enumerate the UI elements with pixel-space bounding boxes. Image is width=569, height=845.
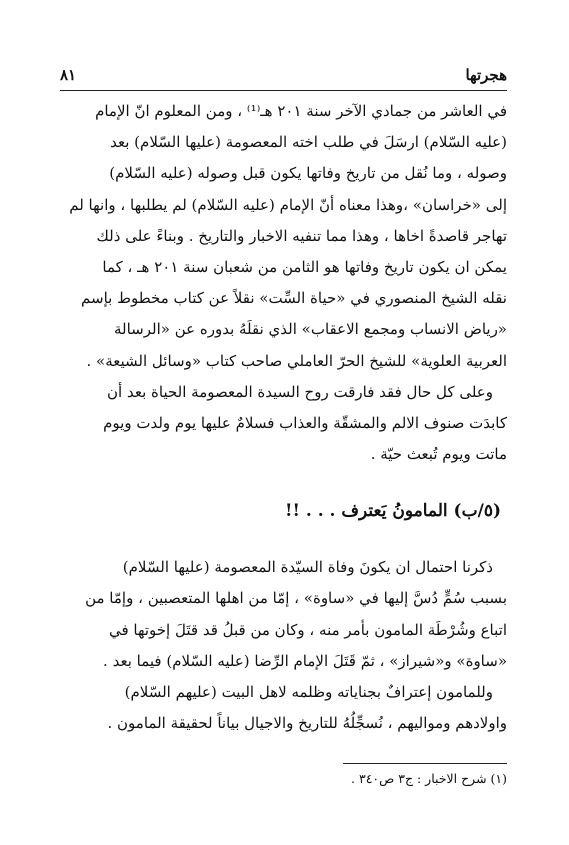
text-line: كابدَت صنوف الالم والمشقّة والعذاب فسلامٌ عليها يوم ولدت ويوم — [103, 413, 507, 432]
text-line: ماتت ويوم تُبعث حيّة . — [370, 445, 507, 464]
paragraph-3 — [60, 552, 507, 677]
text-line: في العاشر من جمادي الآخر سنة ٢٠١ هـ⁽¹⁾ ، ومن المعلوم انّ الإمام — [95, 102, 507, 120]
running-header — [60, 66, 507, 91]
text-line: «ساوة» و«شيراز» ، ثمّ قَتَلَ الإمام الرِّضا (عليه السّلام) فيما بعد . — [103, 651, 507, 670]
text-line: «رياض الانساب ومجمع الاعقاب» الذي نقلَهُ بدوره عن «الرسالة — [114, 320, 507, 339]
text-line: وعلى كل حال فقد فارقت روح السيدة المعصومة الحياة بعد أن — [107, 382, 493, 401]
chapter-title: هجرتها — [465, 66, 507, 84]
page-body — [60, 96, 507, 739]
footnote: (١) شرح الاخبار : ج٣ ص٣٤٠ . — [351, 771, 507, 786]
text-line: (عليه السّلام) ارسَلَ في طلب اخته المعصومة (عليها السّلام) بعد — [110, 133, 507, 152]
text-line: واولادهم ومواليهم ، نُسجِّلُهُ للتاريخ والاجيال بياناً لحقيقة المامون . — [107, 714, 507, 733]
text-line: اتباع وشُرْطَة المامون بأمر منه ، وكان من قبلُ قد قتَلَ إخوتها في — [108, 620, 507, 639]
text-line: ذكرنا احتمال ان يكونَ وفاة السيّدة المعصومة (عليها السّلام) — [122, 558, 493, 577]
paragraph-4 — [60, 677, 507, 739]
text-line: يمكن ان يكون تاريخ وفاتها هو الثامن من شعبان سنة ٢٠١ هـ ، كما — [102, 257, 507, 276]
text-line: إلى «خراسان» ،وهذا معناه أنّ الإمام (عليه السّلام) لم يطلبها ، وانها لم — [69, 195, 507, 214]
page-number: ٨١ — [60, 66, 77, 84]
text-line: وصوله ، وما نُقل من تاريخ وفاتها يكون قبل وصوله (عليه السّلام) — [109, 164, 507, 183]
text-line: وللمامون إعترافٌ بجناياته وظلمه لاهل البيت (عليهم السّلام) — [124, 683, 493, 701]
paragraph-1 — [60, 96, 507, 377]
section-heading: (٥/ب) المامونُ يَعترف . . . !! — [285, 501, 501, 522]
text-line: تهاجر قاصدةً اخاها ، وهذا مما تنفيه الاخبار والتاريخ . وبناءً على ذلك — [96, 226, 507, 245]
footnote-divider — [343, 763, 507, 764]
paragraph-2 — [60, 377, 507, 471]
text-line: العربية العلوية» للشيخ الحرّ العاملي صاحب كتاب «وسائل الشيعة» . — [86, 351, 507, 370]
text-line: بسبب سُمٍّ دُسَّ إليها في «ساوة» ، إمّا من اهلها المتعصبين ، وإمّا من — [85, 589, 507, 608]
text-line: نقله الشيخ المنصوري في «حياة السِّت» نقلاً عن كتاب مخطوط بإسم — [81, 289, 507, 308]
